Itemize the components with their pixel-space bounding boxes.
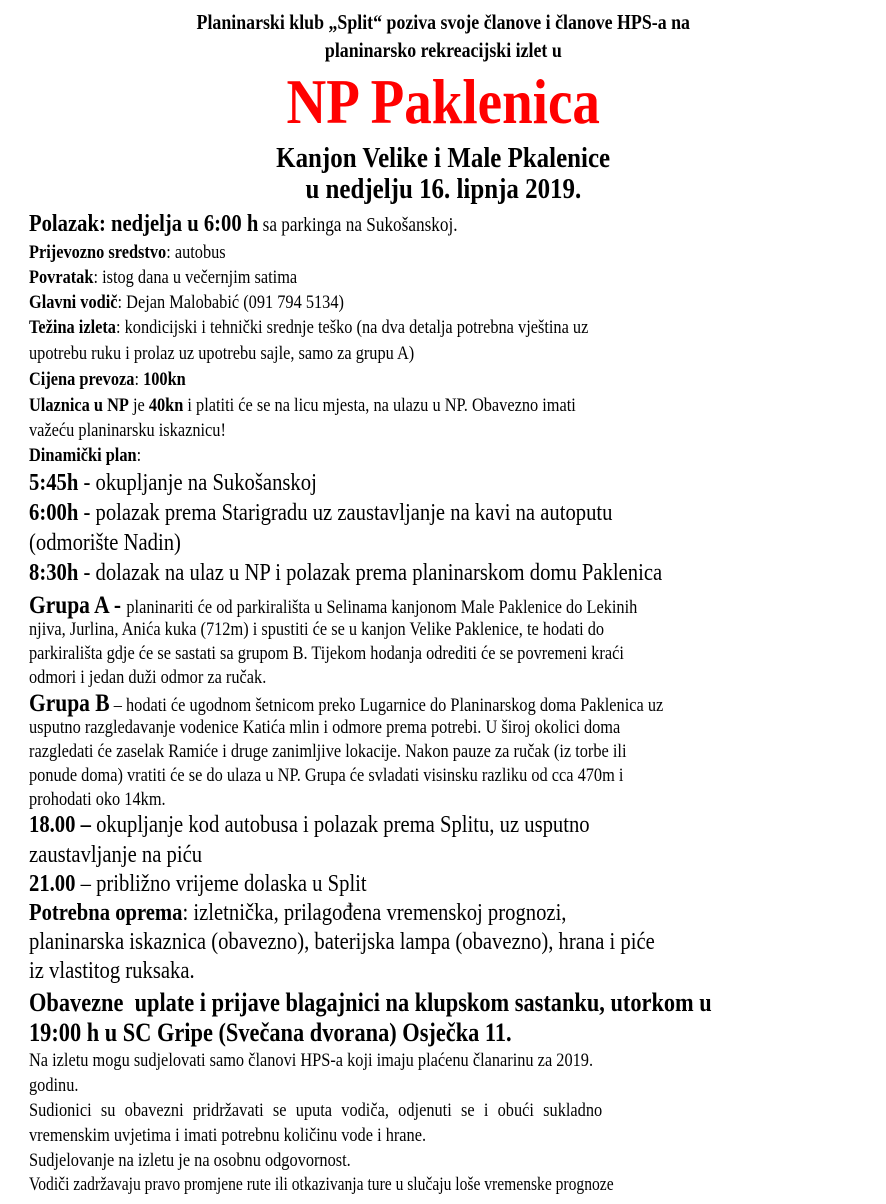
rules-note: Sudionici su obavezni pridržavati se uputa vodiča, odjenuti se i obući sukladno (29, 1100, 603, 1121)
membership-note-cont: godinu. (29, 1075, 79, 1096)
membership-note: Na izletu mogu sudjelovati samo članovi HPS-a koji imaju plaćenu članarinu za 2019. (29, 1050, 594, 1071)
ticket-info-cont: važeću planinarsku iskaznicu! (29, 420, 226, 441)
group-b-paragraph: Grupa B – hodati će ugodnom šetnicom preko Lugarnice do Planinarskog doma Paklenica uz (29, 690, 664, 717)
group-a-line: parkirališta gdje će se sastati sa grupom B. Tijekom hodanja odrediti će se povremeni kraći (29, 643, 624, 664)
equipment-info-cont: iz vlastitog ruksaka. (29, 958, 195, 984)
group-b-line: prohodati oko 14km. (29, 789, 166, 810)
equipment-info-cont: planinarska iskaznica (obavezno), baterijska lampa (obavezno), hrana i piće (29, 929, 655, 955)
group-a-paragraph: Grupa A - planinariti će od parkirališta u Selinama kanjonom Male Paklenice do Lekinih (29, 592, 638, 619)
event-date: u nedjelju 16. lipnja 2019. (305, 173, 581, 205)
group-b-line: usputno razgledavanje vodenice Katića mlin i odmore prema potrebi. U široj okolici doma (29, 717, 621, 738)
return-schedule-item: 18.00 – okupljanje kod autobusa i polazak prema Splitu, uz usputno (29, 812, 590, 838)
price-info: Cijena prevoza: 100kn (29, 369, 186, 390)
difficulty-info-cont: upotrebu ruku i prolaz uz upotrebu sajle, samo za grupu A) (29, 343, 415, 364)
guides-note: Vodiči zadržavaju pravo promjene rute ili otkazivanja ture u slučaju loše vremenske prognoze (29, 1174, 614, 1195)
return-schedule-item-cont: zaustavljanje na piću (29, 842, 203, 868)
registration-notice: Obavezne uplate i prijave blagajnici na klupskom sastanku, utorkom u (29, 988, 712, 1017)
group-b-line: razgledati će zaselak Ramiće i druge zanimljive lokacije. Nakon pauze za ručak (iz torbe ili (29, 741, 627, 762)
difficulty-info: Težina izleta: kondicijski i tehnički srednje teško (na dva detalja potrebna vještina uz (29, 317, 589, 338)
return-schedule-item: 21.00 – približno vrijeme dolaska u Split (29, 871, 367, 897)
responsibility-note: Sudjelovanje na izletu je na osobnu odgovornost. (29, 1150, 351, 1171)
group-a-line: odmori i jedan duži odmor za ručak. (29, 667, 267, 688)
group-a-line: njiva, Jurlina, Anića kuka (712m) i spustiti će se u kanjon Velike Paklenice, te hodati do (29, 619, 605, 640)
transport-info: Prijevozno sredstvo: autobus (29, 242, 226, 263)
rules-note-cont: vremenskim uvjetima i imati potrebnu količinu vode i hrane. (29, 1125, 427, 1146)
schedule-item: 8:30h - dolazak na ulaz u NP i polazak prema planinarskom domu Paklenica (29, 560, 663, 586)
plan-heading: Dinamički plan: (29, 445, 142, 466)
registration-notice-cont: 19:00 h u SC Gripe (Svečana dvorana) Osječka 11. (29, 1018, 512, 1047)
subtitle: Kanjon Velike i Male Pkalenice (276, 142, 610, 174)
page-title: NP Paklenica (286, 66, 600, 137)
intro-line-2: planinarsko rekreacijski izlet u (324, 38, 562, 62)
intro-line-1: Planinarski klub „Split“ poziva svoje članove i članove HPS-a na (196, 10, 690, 34)
schedule-item: 6:00h - polazak prema Starigradu uz zaustavljanje na kavi na autoputu (29, 500, 613, 526)
return-info: Povratak: istog dana u večernjim satima (29, 267, 298, 288)
ticket-info: Ulaznica u NP je 40kn i platiti će se na licu mjesta, na ulazu u NP. Obavezno imati (29, 395, 576, 416)
group-b-line: ponude doma) vratiti će se do ulaza u NP. Grupa će svladati visinsku razliku od cca 470m i (29, 765, 624, 786)
departure-info: Polazak: nedjelja u 6:00 h sa parkinga na Sukošanskoj. (29, 211, 458, 237)
schedule-item-cont: (odmorište Nadin) (29, 530, 181, 556)
guide-info: Glavni vodič: Dejan Malobabić (091 794 5134) (29, 292, 344, 313)
schedule-item: 5:45h - okupljanje na Sukošanskoj (29, 470, 317, 496)
equipment-info: Potrebna oprema: izletnička, prilagođena vremenskoj prognozi, (29, 900, 567, 926)
